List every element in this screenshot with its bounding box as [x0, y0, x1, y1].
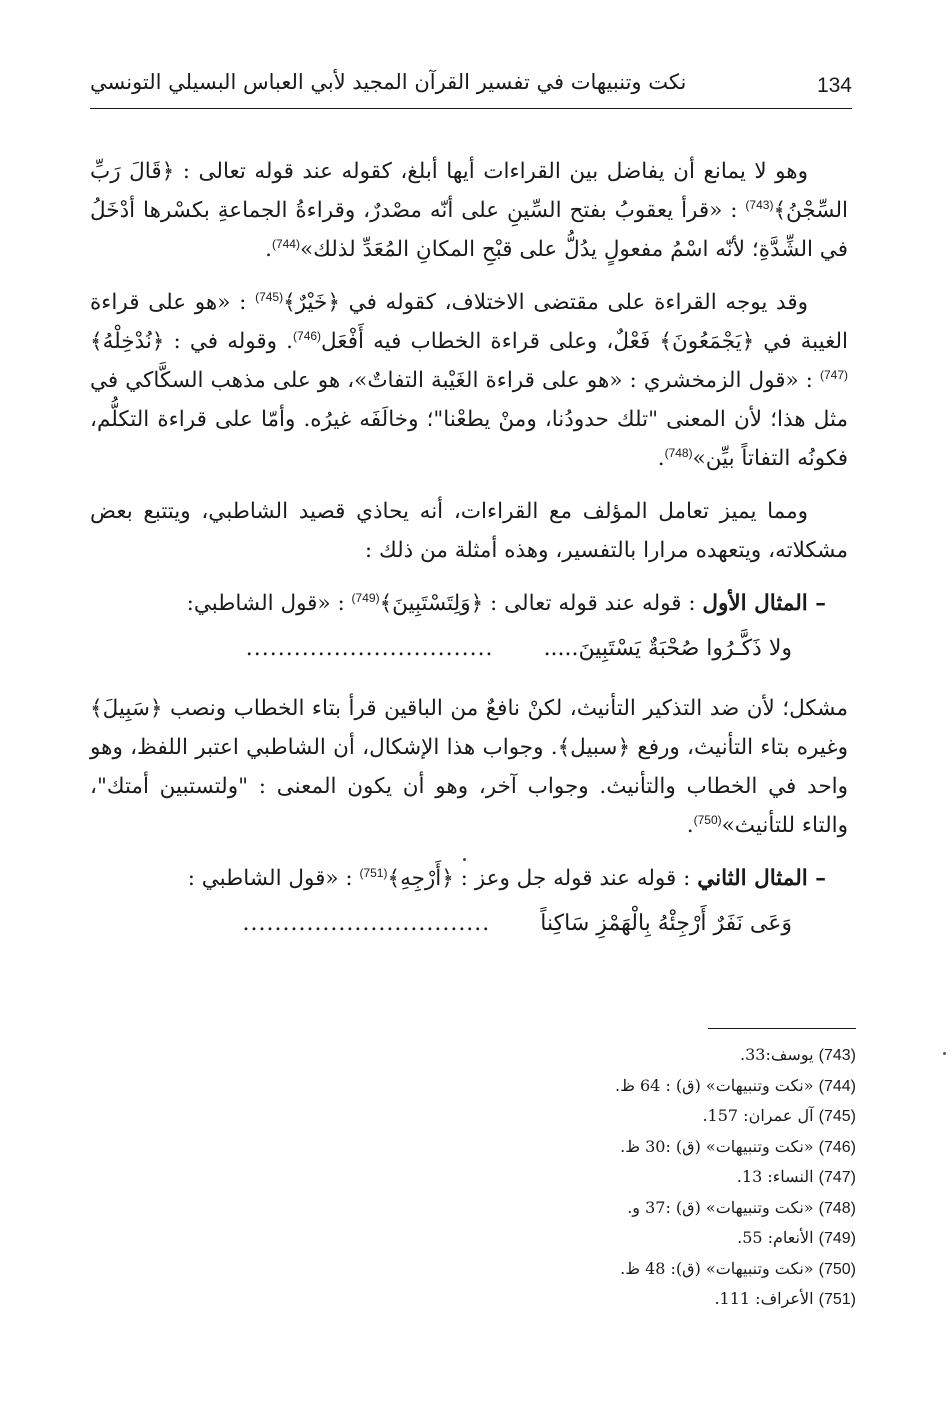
page-header [90, 66, 852, 106]
footnote-text: «نكت وتنبيهات» (ق) :30 ظ. [620, 1136, 819, 1156]
paragraph-text: وهو لا يمانع أن يفاضل بين القراءات أيها أبلغ، كقوله عند قوله تعالى : ﴿قَالَ رَبِّ السِّجْنُ﴾ [90, 159, 848, 223]
footnote-text: «نكت وتنبيهات» (ق) :37 و. [627, 1197, 819, 1217]
margin-dot [943, 1052, 946, 1055]
footnote-747 [90, 1162, 856, 1193]
footnote-text: يوسف:33. [740, 1045, 819, 1064]
example-1 [90, 584, 848, 623]
main-text [90, 152, 848, 964]
footnote-text: الأعراف: 111. [714, 1289, 819, 1308]
paragraph-text: : «قرأ يعقوبُ بفتح السِّينِ على أنّه مصْدرٌ، وقراءةُ الجماعةِ بكسْرها أدْخَلُ في الشِّدَّةِ؛ لأنّه اسْمُ مفعولٍ يدُلُّ على قبْحِ المكانِ المُعَدِّ لذلك» [90, 198, 848, 262]
paragraph-text: ومما يميز تعامل المؤلف مع القراءات، أنه يحاذي قصيد الشاطبي، ويتتبع بعض مشكلاته، ويتعهده مرارا بالتفسير، وهذه أمثلة من ذلك : [90, 499, 848, 563]
footnote-ref: (749) [351, 590, 380, 605]
footnote-number: (748) [818, 1199, 856, 1217]
verse-hemistich-left: ............................... [242, 911, 491, 936]
example-label: – المثال الثاني [697, 866, 826, 891]
footnote-number: (749) [818, 1230, 856, 1247]
footnote-746 [90, 1132, 856, 1163]
footnote-744 [90, 1071, 856, 1102]
page-number: 134 [816, 74, 852, 97]
paragraph-text: . [265, 237, 272, 262]
footnote-ref: (751) [359, 865, 388, 880]
verse-2 [90, 904, 848, 944]
footnote-number: (751) [818, 1291, 856, 1308]
paragraph-text: . وقوله في : ﴿نُدْخِلْهُ﴾ [90, 329, 294, 354]
paragraph-3 [90, 492, 848, 570]
footnote-number: (746) [818, 1138, 856, 1156]
footnote-number: (744) [818, 1077, 856, 1095]
footnote-ref: (745) [255, 289, 284, 304]
footnote-749 [90, 1223, 856, 1254]
footnote-rule [708, 1028, 856, 1029]
footnote-ref: (750) [693, 812, 722, 827]
example-label: – المثال الأول [702, 591, 826, 616]
paragraph-4 [90, 689, 848, 845]
footnote-ref: (747) [819, 367, 848, 382]
footnote-number: (747) [818, 1169, 856, 1186]
footnote-number: (743) [818, 1047, 856, 1064]
example-2 [90, 859, 848, 898]
footnote-751 [90, 1284, 856, 1315]
footnotes [90, 1040, 856, 1315]
verse-hemistich-right: ولا ذَكَّـرُوا صُحْبَةٌ يَسْتَبِينَ..... [543, 636, 792, 661]
footnote-text: آل عمران: 157. [702, 1106, 819, 1125]
footnote-number: (750) [818, 1260, 856, 1278]
example-text: : قوله عند قوله جل وعز : ﴿أَرْجِهِ﴾ [387, 866, 698, 891]
paragraph-text: : «قول الزمخشري : «هو على قراءة الغَيْبة التفاتٌ»، هو على مذهب السكَّاكي في مثل هذا؛ لأن المعنى "تلك حدودُنا، ومنْ يطعْنا"؛ وخالَفَه غيرُه. وأمّا على قراءة التكلُّم، فكونُه التفاتاً بيِّن» [90, 368, 848, 471]
footnote-number: (745) [818, 1108, 856, 1125]
paragraph-text: مشكل؛ لأن ضد التذكير التأنيث، لكنْ نافعٌ من الباقين قرأ بتاء الخطاب ونصب ﴿سَبِيلَ﴾ وغيره بتاء التأنيث، ورفع ﴿سبيل﴾. وجواب هذا الإشكال، أن الشاطبي اعتبر اللفظ، وهو واحد في الخطاب والتأنيث. وجواب آخر، وهو أن يكون المعنى : "ولتستبين أمتك"، والتاء للتأنيث» [90, 696, 848, 838]
footnote-748 [90, 1193, 856, 1224]
verse-hemistich-left: ............................... [245, 636, 494, 661]
footnote-ref: (744) [271, 236, 300, 251]
footnote-745 [90, 1101, 856, 1132]
paragraph-1 [90, 152, 848, 269]
footnote-text: «نكت وتنبيهات» (ق): 48 ظ. [620, 1258, 819, 1278]
example-text: : «قول الشاطبي : [187, 866, 360, 891]
paragraph-text: . [657, 446, 665, 471]
running-title: نكت وتنبيهات في تفسير القرآن المجيد لأبي العباس البسيلي التونسي [90, 70, 687, 94]
stray-dot [463, 858, 466, 861]
footnote-743 [90, 1040, 856, 1071]
footnote-ref: (743) [745, 197, 774, 212]
footnote-text: النساء: 13. [736, 1167, 819, 1186]
paragraph-text: . [686, 813, 694, 838]
example-text: : «قول الشاطبي: [186, 591, 352, 616]
paragraph-text: وقد يوجه القراءة على مقتضى الاختلاف، كقوله في ﴿خَيْرٌ﴾ [283, 290, 808, 315]
footnote-ref: (748) [664, 445, 693, 460]
footnote-text: الأنعام: 55. [737, 1228, 819, 1247]
verse-hemistich-right: وَعَى نَفَرٌ أَرْجِئْهُ بِالْهَمْزِ سَاكِناً [540, 911, 792, 936]
footnote-text: «نكت وتنبيهات» (ق) : 64 ظ. [615, 1075, 819, 1095]
paragraph-text: : «هو على قراءة الغيبة في ﴿يَجْمَعُونَ﴾ فَعْلٌ، وعلى قراءة الخطاب فيه أَفْعَل [90, 290, 849, 354]
paragraph-2 [90, 283, 848, 478]
verse-1 [90, 629, 848, 669]
footnote-750 [90, 1254, 856, 1285]
footnote-ref: (746) [293, 328, 322, 343]
example-text: : قوله عند قوله تعالى : ﴿وَلِتَسْتَبِينَ﴾ [379, 591, 703, 616]
header-rule [90, 108, 852, 109]
